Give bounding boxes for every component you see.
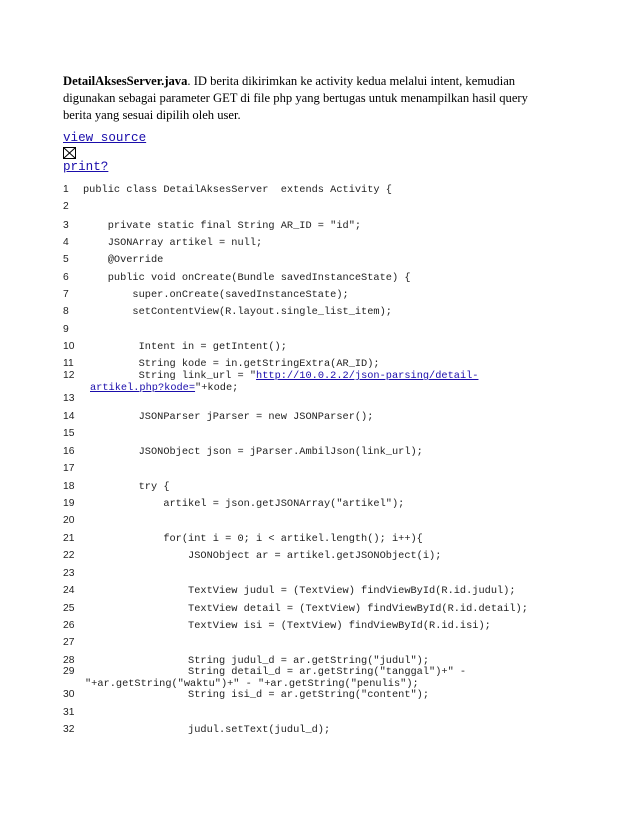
line-number: 6 <box>63 272 69 283</box>
line-number: 13 <box>63 393 75 404</box>
code-line <box>63 498 404 510</box>
code-text: JSONParser jParser = new JSONParser(); <box>83 411 374 423</box>
line-number: 19 <box>63 498 75 509</box>
line-number: 5 <box>63 254 69 265</box>
intro-paragraph <box>63 73 543 123</box>
code-text: String isi_d = ar.getString("content"); <box>83 689 430 701</box>
view-source-link[interactable]: view source <box>63 131 147 145</box>
line-number: 12 <box>63 370 75 381</box>
code-text: JSONObject json = jParser.AmbilJson(link_url); <box>83 446 423 458</box>
code-text: JSONArray artikel = null; <box>83 237 263 249</box>
code-line <box>63 515 83 527</box>
line-number: 23 <box>63 568 75 579</box>
line-number: 28 <box>63 655 75 666</box>
code-text: Intent in = getIntent(); <box>83 341 287 353</box>
code-text: String detail_d = ar.getString("tanggal")+" - <box>83 666 467 678</box>
code-line <box>63 666 466 678</box>
intro-text: . ID berita dikirimkan ke activity kedua melalui intent, kemudian digunakan sebagai parameter GET di file php yang bertugas untuk menampilkan hasil query berita yang sesuai dipilih oleh user. <box>63 74 528 122</box>
code-text: super.onCreate(savedInstanceState); <box>83 289 349 301</box>
code-text: "+ar.getString("waktu")+" - "+ar.getString("penulis"); <box>85 678 419 690</box>
line-number: 29 <box>63 666 75 677</box>
line-number: 4 <box>63 237 69 248</box>
code-line <box>63 272 411 284</box>
line-number: 21 <box>63 533 75 544</box>
code-text: public class DetailAksesServer extends Activity { <box>83 184 392 196</box>
code-line <box>63 254 163 266</box>
code-text: for(int i = 0; i < artikel.length(); i++){ <box>83 533 423 545</box>
code-line <box>63 568 83 580</box>
code-line <box>63 724 330 736</box>
code-line <box>63 237 262 249</box>
line-number: 8 <box>63 306 69 317</box>
code-line <box>63 533 423 545</box>
code-line <box>63 585 516 597</box>
code-line <box>63 411 373 423</box>
code-text: artikel = json.getJSONArray("artikel"); <box>83 498 405 510</box>
code-line <box>63 370 478 382</box>
code-line <box>63 393 83 405</box>
code-text: @Override <box>83 254 164 266</box>
code-text: try { <box>83 481 170 493</box>
code-text: judul.setText(judul_d); <box>83 724 331 736</box>
line-number: 2 <box>63 201 69 212</box>
mail-icon[interactable] <box>63 147 76 159</box>
line-number: 26 <box>63 620 75 631</box>
code-text: TextView detail = (TextView) findViewById(R.id.detail); <box>83 603 528 615</box>
code-text: TextView judul = (TextView) findViewById(R.id.judul); <box>83 585 516 597</box>
code-line <box>63 289 349 301</box>
code-line <box>63 446 423 458</box>
line-number: 15 <box>63 428 75 439</box>
line-number: 7 <box>63 289 69 300</box>
code-line <box>63 637 83 649</box>
code-line <box>63 324 83 336</box>
line-number: 27 <box>63 637 75 648</box>
code-line <box>63 620 491 632</box>
code-line <box>63 550 441 562</box>
line-number: 22 <box>63 550 75 561</box>
code-text: String link_url = " <box>83 370 257 382</box>
code-line <box>63 481 170 493</box>
code-text: public void onCreate(Bundle savedInstanceState) { <box>83 272 411 284</box>
line-number: 20 <box>63 515 75 526</box>
line-number: 10 <box>63 341 75 352</box>
code-line <box>63 428 83 440</box>
code-line <box>63 201 83 213</box>
code-text: JSONObject ar = artikel.getJSONObject(i); <box>83 550 442 562</box>
code-line <box>63 707 83 719</box>
code-line-continuation <box>90 382 238 394</box>
code-line <box>63 220 361 232</box>
line-number: 3 <box>63 220 69 231</box>
code-url-link-continuation[interactable]: artikel.php?kode= <box>90 382 196 394</box>
code-url-link[interactable]: http://10.0.2.2/json-parsing/detail- <box>256 370 479 382</box>
code-line <box>63 341 287 353</box>
line-number: 11 <box>63 358 74 369</box>
code-text: TextView isi = (TextView) findViewById(R.id.isi); <box>83 620 491 632</box>
code-line <box>63 463 83 475</box>
line-number: 14 <box>63 411 75 422</box>
code-line <box>63 184 392 196</box>
code-line <box>63 306 392 318</box>
code-line <box>63 358 380 370</box>
code-text: setContentView(R.layout.single_list_item); <box>83 306 392 318</box>
file-name: DetailAksesServer.java <box>63 74 188 88</box>
line-number: 9 <box>63 324 69 335</box>
code-line <box>63 689 429 701</box>
code-text: String judul_d = ar.getString("judul"); <box>83 655 430 667</box>
line-number: 17 <box>63 463 75 474</box>
code-text: private static final String AR_ID = "id"; <box>83 220 362 232</box>
line-number: 32 <box>63 724 75 735</box>
line-number: 1 <box>63 184 69 195</box>
code-line <box>63 603 528 615</box>
code-text: "+kode; <box>195 382 239 394</box>
code-text: String kode = in.getStringExtra(AR_ID); <box>83 358 380 370</box>
line-number: 16 <box>63 446 75 457</box>
line-number: 31 <box>63 707 75 718</box>
line-number: 25 <box>63 603 75 614</box>
print-link[interactable]: print? <box>63 160 109 174</box>
line-number: 24 <box>63 585 75 596</box>
line-number: 30 <box>63 689 75 700</box>
line-number: 18 <box>63 481 75 492</box>
